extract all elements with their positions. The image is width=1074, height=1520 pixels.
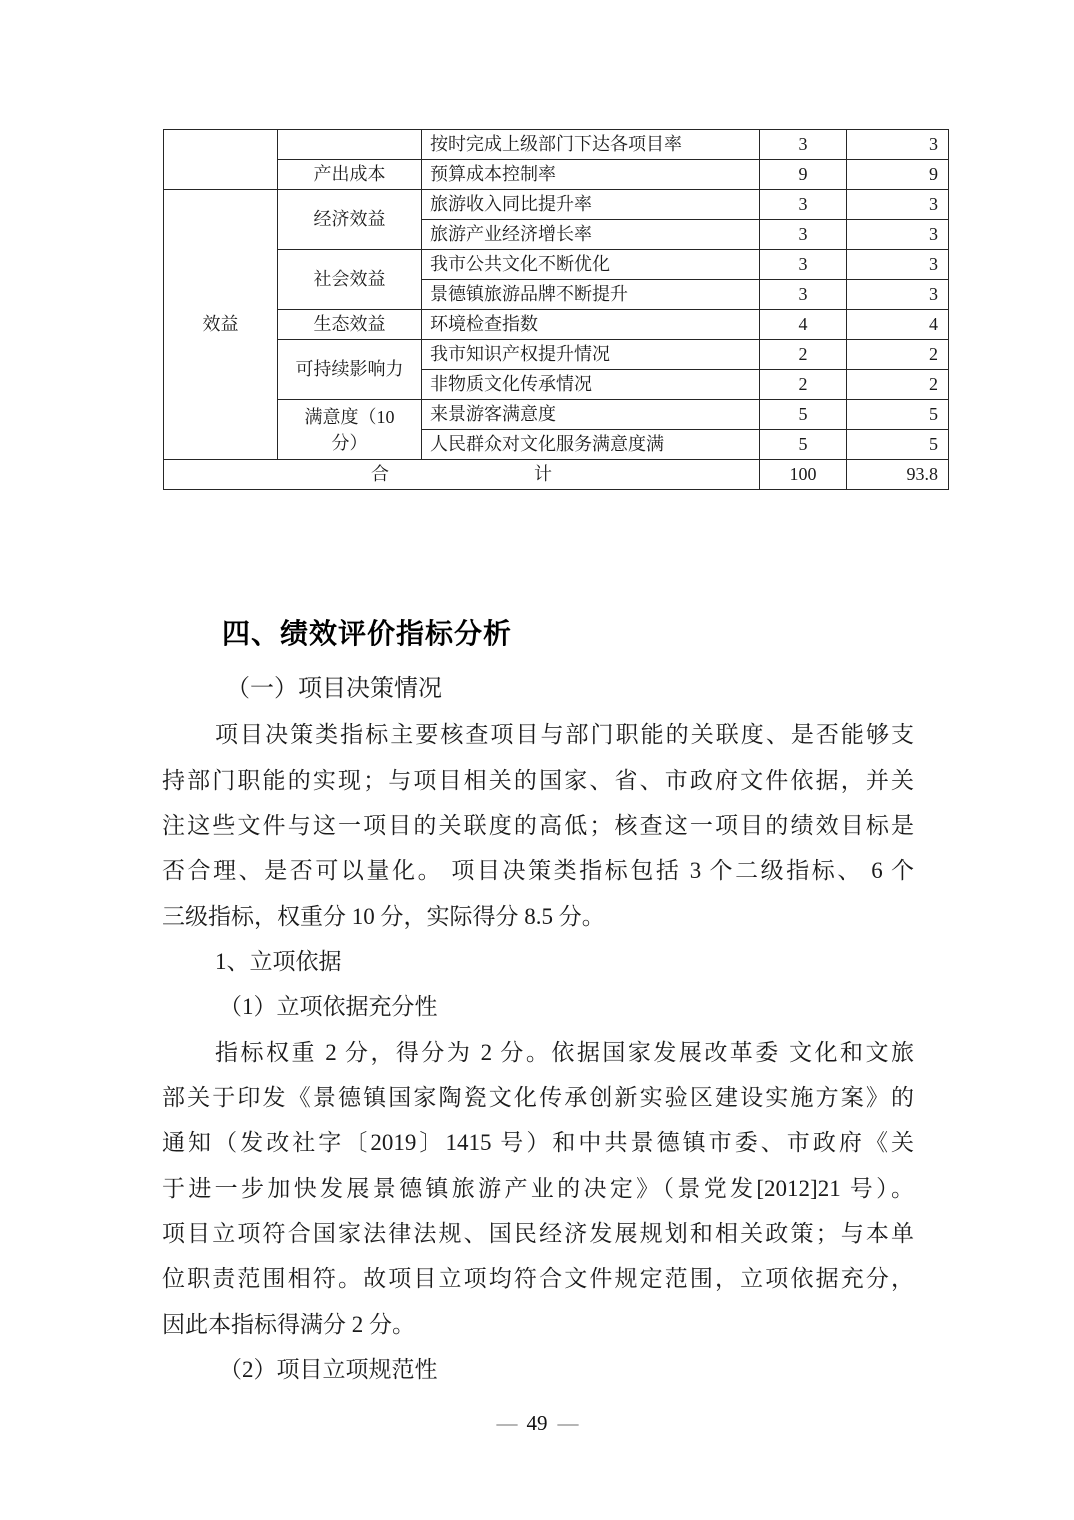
table-row bbox=[164, 190, 949, 220]
level3-cell: 按时完成上级部门下达各项目率 bbox=[422, 130, 760, 160]
paragraph-line: 注这些文件与这一项目的关联度的高低；核查这一项目的绩效目标是 bbox=[162, 812, 914, 838]
paragraph-line: 于进一步加快发展景德镇旅游产业的决定》（景党发[2012]21 号）。 bbox=[162, 1175, 914, 1201]
weight-cell: 3 bbox=[760, 280, 847, 310]
page-number bbox=[0, 1408, 1074, 1438]
level2-cell: 社会效益 bbox=[278, 250, 422, 310]
weight-cell: 2 bbox=[760, 370, 847, 400]
score-cell: 3 bbox=[847, 190, 949, 220]
body-text bbox=[162, 667, 914, 1392]
score-cell: 4 bbox=[847, 310, 949, 340]
level3-cell: 我市知识产权提升情况 bbox=[422, 340, 760, 370]
level3-cell: 预算成本控制率 bbox=[422, 160, 760, 190]
level3-cell: 旅游产业经济增长率 bbox=[422, 220, 760, 250]
level2-line1: 满意度（10 bbox=[304, 406, 395, 427]
level3-cell: 非物质文化传承情况 bbox=[422, 370, 760, 400]
score-cell: 3 bbox=[847, 220, 949, 250]
page-number-value: 49 bbox=[526, 1411, 548, 1435]
level2-cell-empty bbox=[278, 130, 422, 160]
level1-cell-benefit: 效益 bbox=[164, 190, 278, 460]
weight-cell: 2 bbox=[760, 340, 847, 370]
level2-cell-satisfaction bbox=[278, 400, 422, 460]
paragraph-line: 项目立项符合国家法律法规、国民经济发展规划和相关政策；与本单 bbox=[162, 1220, 914, 1246]
level1-cell-empty bbox=[164, 130, 278, 190]
total-label-cell bbox=[164, 460, 760, 490]
score-cell: 3 bbox=[847, 130, 949, 160]
score-cell: 2 bbox=[847, 370, 949, 400]
table-row bbox=[164, 130, 949, 160]
level2-cell: 经济效益 bbox=[278, 190, 422, 250]
score-cell: 3 bbox=[847, 250, 949, 280]
total-weight-cell: 100 bbox=[760, 460, 847, 490]
table-row bbox=[164, 250, 949, 280]
section-heading: 四、绩效评价指标分析 bbox=[222, 618, 513, 649]
item-subheading: （2）项目立项规范性 bbox=[219, 1356, 438, 1382]
level2-cell: 产出成本 bbox=[278, 160, 422, 190]
level3-cell: 来景游客满意度 bbox=[422, 400, 760, 430]
paragraph-line: 指标权重 2 分，得分为 2 分。依据国家发展改革委 文化和文旅 bbox=[215, 1039, 914, 1065]
weight-cell: 5 bbox=[760, 400, 847, 430]
total-label-char1: 合 bbox=[371, 464, 389, 485]
score-cell: 9 bbox=[847, 160, 949, 190]
level3-cell: 旅游收入同比提升率 bbox=[422, 190, 760, 220]
weight-cell: 4 bbox=[760, 310, 847, 340]
score-cell: 2 bbox=[847, 340, 949, 370]
score-cell: 5 bbox=[847, 400, 949, 430]
subsection-heading: （一）项目决策情况 bbox=[226, 676, 442, 702]
score-cell: 3 bbox=[847, 280, 949, 310]
weight-cell: 3 bbox=[760, 190, 847, 220]
weight-cell: 9 bbox=[760, 160, 847, 190]
table-total-row bbox=[164, 460, 949, 490]
level2-cell: 生态效益 bbox=[278, 310, 422, 340]
paragraph-line: 通知（发改社字〔2019〕1415 号）和中共景德镇市委、市政府《关 bbox=[162, 1130, 914, 1156]
weight-cell: 3 bbox=[760, 250, 847, 280]
table-row bbox=[164, 400, 949, 430]
paragraph-line: 部关于印发《景德镇国家陶瓷文化传承创新实验区建设实施方案》的 bbox=[162, 1084, 914, 1110]
page-number-dash-left: — bbox=[496, 1411, 517, 1435]
level3-cell: 我市公共文化不断优化 bbox=[422, 250, 760, 280]
level3-cell: 景德镇旅游品牌不断提升 bbox=[422, 280, 760, 310]
level2-cell: 可持续影响力 bbox=[278, 340, 422, 400]
paragraph-line: 三级指标，权重分 10 分，实际得分 8.5 分。 bbox=[162, 903, 605, 929]
paragraph-line: 持部门职能的实现；与项目相关的国家、省、市政府文件依据，并关 bbox=[162, 767, 914, 793]
paragraph-line: 项目决策类指标主要核查项目与部门职能的关联度、是否能够支 bbox=[215, 722, 914, 748]
paragraph-line: 位职责范围相符。故项目立项均符合文件规定范围，立项依据充分， bbox=[162, 1266, 914, 1292]
level3-cell: 人民群众对文化服务满意度满 bbox=[422, 430, 760, 460]
item-heading: 1、立项依据 bbox=[215, 948, 342, 974]
performance-indicator-table bbox=[163, 129, 949, 490]
total-score-cell: 93.8 bbox=[847, 460, 949, 490]
table-row bbox=[164, 160, 949, 190]
table-row bbox=[164, 310, 949, 340]
table-row bbox=[164, 340, 949, 370]
weight-cell: 3 bbox=[760, 220, 847, 250]
weight-cell: 3 bbox=[760, 130, 847, 160]
total-label-char2: 计 bbox=[534, 464, 552, 485]
level3-cell: 环境检查指数 bbox=[422, 310, 760, 340]
page-number-dash-right: — bbox=[557, 1411, 578, 1435]
paragraph-line: 因此本指标得满分 2 分。 bbox=[162, 1311, 415, 1337]
item-subheading: （1）立项依据充分性 bbox=[219, 994, 438, 1020]
weight-cell: 5 bbox=[760, 430, 847, 460]
level2-line2: 分） bbox=[331, 432, 368, 453]
score-cell: 5 bbox=[847, 430, 949, 460]
paragraph-line: 否合理、是否可以量化。 项目决策类指标包括 3 个二级指标、 6 个 bbox=[162, 858, 914, 884]
